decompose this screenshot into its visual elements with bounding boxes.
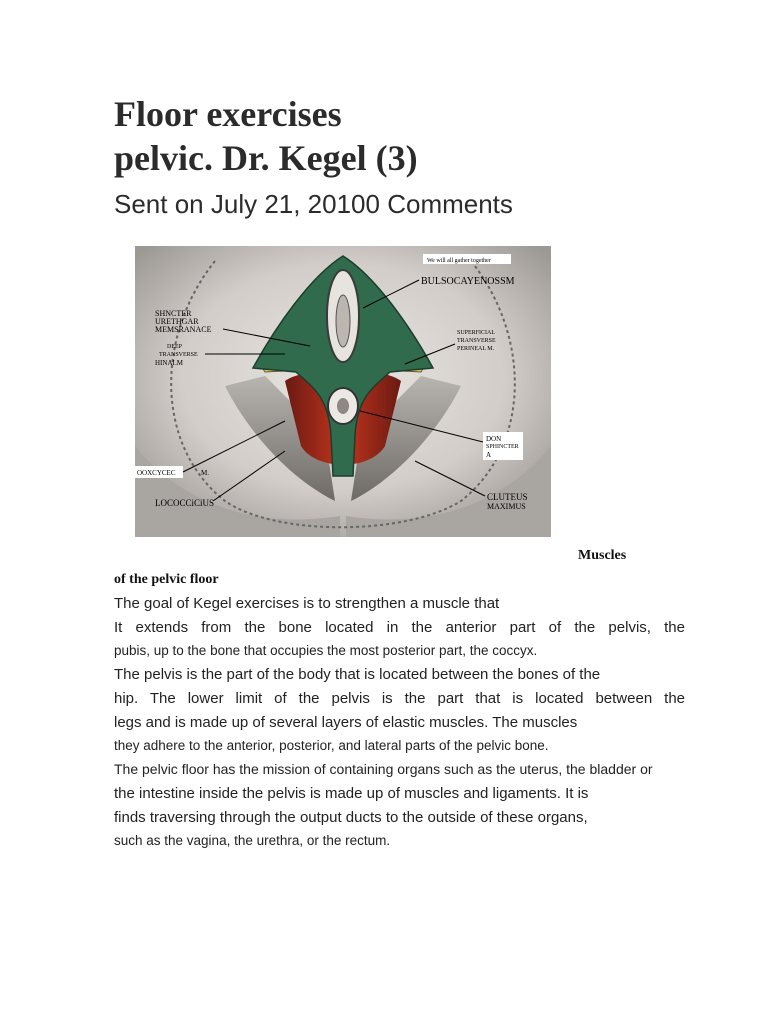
label-deep-3: HINALM [155, 359, 183, 367]
body-line-6: legs and is made up of several layers of elastic muscles. The muscles [114, 714, 578, 731]
label-coccygeus-m: M. [201, 469, 209, 477]
label-top-note: We will all gather together [427, 258, 491, 264]
pelvic-floor-illustration [135, 246, 551, 537]
label-sphincter-ani-3: A [486, 451, 492, 459]
label-superficial-1: SUPERFICIAL [457, 330, 496, 336]
label-coccygeus: OOXCYCEC [137, 469, 176, 477]
figure-caption-part-2: of the pelvic floor [114, 572, 219, 587]
body-line-8: The pelvic floor has the mission of containing organs such as the uterus, the bladder or [114, 761, 653, 777]
post-meta: Sent on July 21, 20100 Comments [114, 189, 513, 219]
body-line-5: hip. The lower limit of the pelvis is the part that is located between the [114, 690, 685, 707]
label-superficial-3: PERINEAL M. [457, 346, 495, 352]
body-line-4: The pelvis is the part of the body that is located between the bones of the [114, 666, 601, 683]
title-line-2: pelvic. Dr. Kegel (3) [114, 138, 418, 178]
body-line-9: the intestine inside the pelvis is made up of muscles and ligaments. It is [114, 785, 589, 802]
page-title [114, 92, 418, 180]
label-sphincter-2: URETHGAR [155, 317, 199, 326]
label-gluteus-1: CLUTEUS [487, 492, 528, 502]
label-sphincter-1: SHNCTER [155, 309, 192, 318]
body-line-3: pubis, up to the bone that occupies the most posterior part, the coccyx. [114, 643, 538, 658]
label-deep-2: TRANSVERSE [159, 352, 198, 358]
body-line-10: finds traversing through the output ducts to the outside of these organs, [114, 809, 588, 826]
body-line-11: such as the vagina, the urethra, or the rectum. [114, 833, 391, 848]
body-line-2: It extends from the bone located in the anterior part of the pelvis, the [114, 619, 685, 636]
label-sphincter-ani-1: DON [486, 435, 502, 443]
figure-caption-part-1: Muscles [578, 548, 627, 563]
body-line-1: The goal of Kegel exercises is to strengthen a muscle that [114, 595, 500, 612]
label-gluteus-2: MAXIMUS [487, 502, 526, 511]
label-sphincter-ani-2: SPHINCTER [486, 444, 519, 450]
label-sphincter-3: MEMSRANACE [155, 325, 212, 334]
label-levator: LOCOCCiCiUS [155, 498, 215, 508]
label-superficial-2: TRANSVERSE [457, 338, 496, 344]
label-deep-1: DEEP [167, 344, 182, 350]
body-line-7: they adhere to the anterior, posterior, and lateral parts of the pelvic bone. [114, 738, 549, 753]
title-line-1: Floor exercises [114, 94, 342, 134]
label-bulbocavernosus: BULSOCAYENOSSM [421, 276, 515, 287]
